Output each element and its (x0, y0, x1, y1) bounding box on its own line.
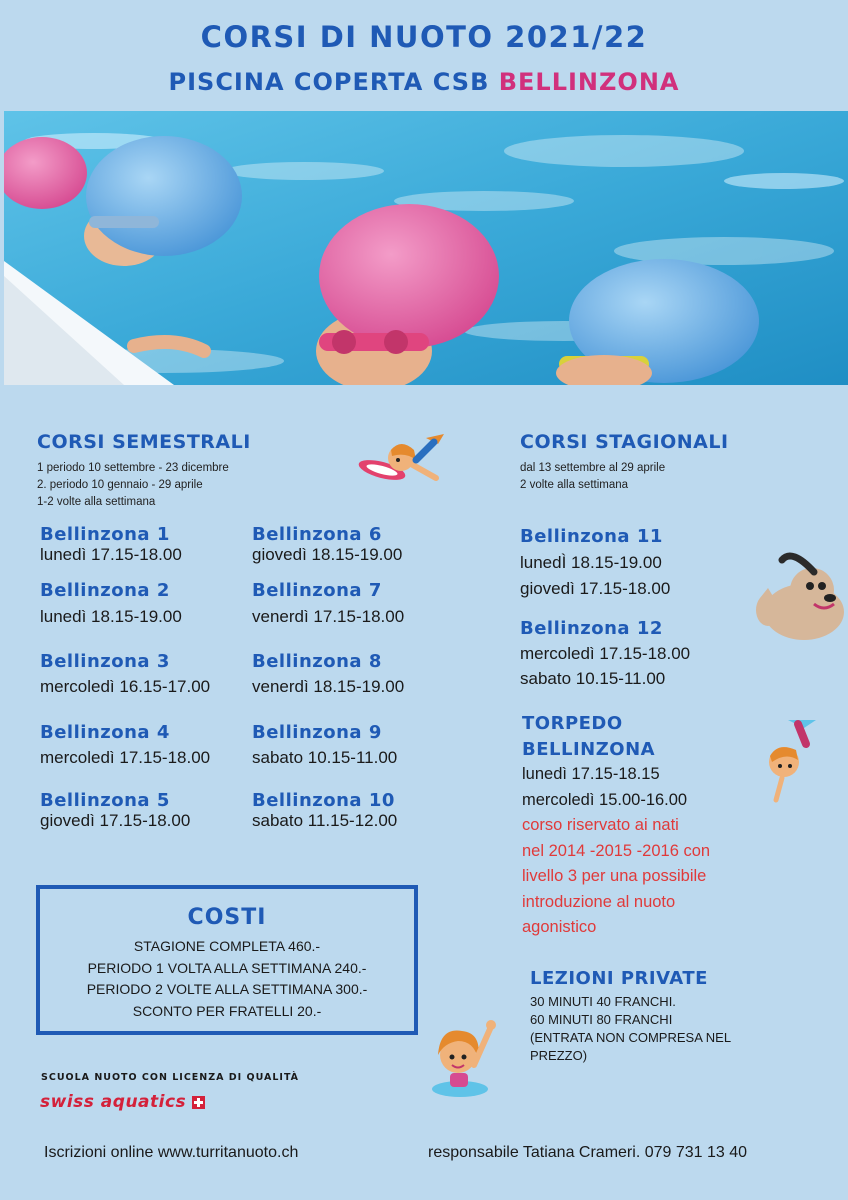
girl-waving-illustration (430, 1015, 502, 1104)
course-name: Bellinzona 3 (40, 651, 170, 672)
course-bellinzona-6 (252, 524, 402, 565)
swiss-aquatics-logo (40, 1092, 205, 1112)
course-time: mercoledì 17.15-18.00 (520, 644, 691, 663)
private-lessons-heading: LEZIONI PRIVATE (530, 968, 708, 989)
course-bellinzona-12 (520, 616, 690, 691)
swiss-cross-icon (192, 1096, 205, 1109)
course-name: Bellinzona 9 (252, 722, 382, 743)
footer-registration: Iscrizioni online www.turritanuoto.ch (44, 1144, 299, 1161)
semestrali-info-line: 1-2 volte alla settimana (37, 496, 156, 508)
course-time: sabato 10.15-11.00 (520, 669, 666, 688)
course-time: giovedì 18.15-19.00 (252, 545, 403, 564)
footer-contact: responsabile Tatiana Crameri. 079 731 13 40 (428, 1144, 748, 1161)
page-title: CORSI DI NUOTO 2021/22 (200, 20, 648, 54)
semestrali-heading: CORSI SEMESTRALI (37, 431, 251, 453)
course-name: Bellinzona 8 (252, 651, 382, 672)
cost-line: PERIODO 2 VOLTE ALLA SETTIMANA 300.- (86, 981, 368, 997)
torpedo-name-line: BELLINZONA (522, 738, 656, 760)
course-name: Bellinzona 12 (520, 618, 663, 639)
semestrali-info-line: 1 periodo 10 settembre - 23 dicembre (37, 462, 229, 474)
swimmers-photo (4, 111, 848, 385)
course-bellinzona-5 (40, 790, 190, 831)
cost-line: STAGIONE COMPLETA 460.- (133, 938, 321, 954)
private-lessons-list (530, 993, 731, 1065)
course-name: Bellinzona 5 (40, 790, 170, 811)
torpedo-note-line: corso riservato ai nati (522, 816, 679, 834)
torpedo-note-line: introduzione al nuoto (522, 892, 676, 911)
private-lesson-line: 30 MINUTI 40 FRANCHI. (530, 994, 676, 1009)
swimmer-illustration (356, 430, 448, 501)
course-bellinzona-11 (520, 524, 670, 602)
course-time: sabato 10.15-11.00 (252, 748, 398, 767)
course-bellinzona-7 (252, 580, 404, 627)
license-caption: SCUOLA NUOTO CON LICENZA DI QUALITÀ (41, 1072, 300, 1083)
course-time: mercoledì 16.15-17.00 (40, 677, 211, 696)
private-lesson-line: 60 MINUTI 80 FRANCHI (530, 1012, 673, 1027)
course-name: Bellinzona 1 (40, 524, 170, 545)
course-bellinzona-4 (40, 722, 210, 768)
cost-line: SCONTO PER FRATELLI 20.- (132, 1002, 322, 1019)
course-time: sabato 11.15-12.00 (252, 811, 398, 830)
costs-box (36, 885, 418, 1035)
private-lesson-line: PREZZO) (530, 1048, 588, 1063)
course-bellinzona-3 (40, 651, 210, 697)
costs-title: COSTI (187, 905, 267, 930)
page-subtitle (0, 68, 848, 96)
semestrali-info-line: 2. periodo 10 gennaio - 29 aprile (37, 479, 203, 491)
course-name: Bellinzona 11 (520, 526, 663, 547)
torpedo-name-line: TORPEDO (522, 713, 623, 734)
course-bellinzona-8 (252, 651, 404, 697)
semestrali-info (37, 460, 229, 511)
course-name: Bellinzona 2 (40, 580, 170, 601)
hero-photo (4, 111, 848, 385)
course-torpedo (522, 711, 710, 941)
course-time: lunedÌ 18.15-19.00 (520, 553, 662, 572)
course-bellinzona-1 (40, 524, 182, 565)
stagionali-info-line: 2 volte alla settimana (520, 479, 629, 491)
course-time: mercoledì 15.00-16.00 (522, 790, 688, 809)
torpedo-note-line: agonistico (522, 918, 597, 936)
course-name: Bellinzona 6 (252, 524, 382, 545)
diving-swimmer-illustration (758, 716, 820, 809)
course-bellinzona-9 (252, 722, 397, 768)
course-name: Bellinzona 4 (40, 722, 170, 743)
course-time: venerdì 17.15-18.00 (252, 607, 405, 626)
torpedo-note-line: livello 3 per una possibile (522, 867, 707, 885)
private-lesson-line: (ENTRATA NON COMPRESA NEL (530, 1030, 732, 1045)
subtitle-prefix: PISCINA COPERTA CSB (168, 68, 490, 96)
costs-list (40, 936, 414, 1022)
cost-line: PERIODO 1 VOLTA ALLA SETTIMANA 240.- (87, 959, 367, 976)
course-time: lunedì 18.15-19.00 (40, 607, 182, 626)
course-bellinzona-2 (40, 580, 182, 627)
swiss-aquatics-wordmark: swiss aquatics (40, 1092, 187, 1112)
course-time: lunedì 17.15-18.15 (522, 765, 660, 783)
course-time: giovedì 17.15-18.00 (520, 579, 671, 598)
course-time: venerdì 18.15-19.00 (252, 677, 405, 696)
course-time: lunedì 17.15-18.00 (40, 545, 182, 564)
course-bellinzona-10 (252, 790, 397, 831)
course-name: Bellinzona 7 (252, 580, 382, 601)
torpedo-note-line: nel 2014 -2015 -2016 con (522, 841, 711, 860)
subtitle-accent: BELLINZONA (498, 68, 680, 96)
dog-illustration (752, 550, 848, 650)
stagionali-info (520, 460, 665, 494)
course-time: giovedì 17.15-18.00 (40, 811, 191, 830)
course-name: Bellinzona 10 (252, 790, 395, 811)
stagionali-heading: CORSI STAGIONALI (520, 431, 729, 453)
course-time: mercoledì 17.15-18.00 (40, 748, 211, 767)
stagionali-info-line: dal 13 settembre al 29 aprile (520, 462, 666, 474)
